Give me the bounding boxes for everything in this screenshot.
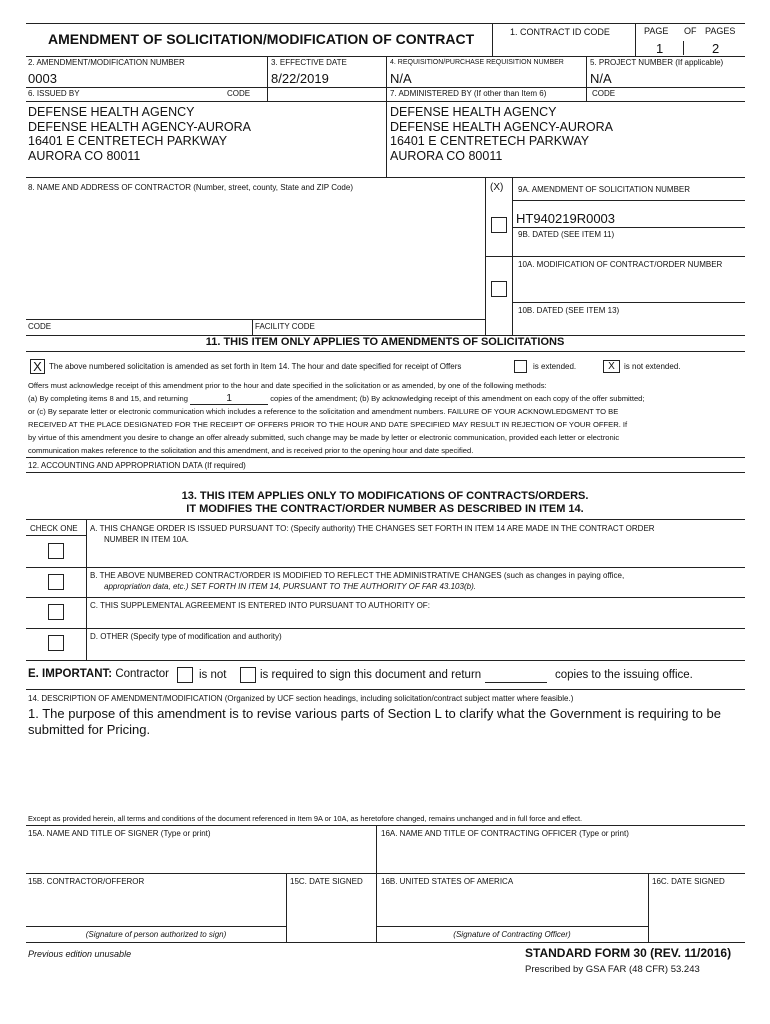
important-row xyxy=(28,668,169,680)
address-line: 16401 E CENTRETECH PARKWAY xyxy=(390,134,590,148)
signature-person-caption: (Signature of person authorized to sign) xyxy=(85,930,227,939)
date-signed-15c-label: 15C. DATE SIGNED xyxy=(290,877,363,886)
rule xyxy=(386,56,387,102)
amended-checkbox[interactable]: X xyxy=(30,359,45,374)
rule xyxy=(26,628,745,629)
of-label: OF xyxy=(684,26,697,36)
option-c-line: C. THIS SUPPLEMENTAL AGREEMENT IS ENTERED INTO PURSUANT TO AUTHORITY OF: xyxy=(90,601,430,610)
check-one-label: CHECK ONE xyxy=(30,524,78,533)
issued-by-address[interactable] xyxy=(28,105,251,163)
description-line: submitted for Pricing. xyxy=(28,722,151,737)
rule xyxy=(586,56,587,102)
signer-name-label: 15A. NAME AND TITLE OF SIGNER (Type or print) xyxy=(28,829,211,838)
rule xyxy=(26,457,745,458)
contractor-word: Contractor xyxy=(115,668,170,680)
dated-10b-label: 10B. DATED (SEE ITEM 13) xyxy=(518,306,620,315)
rule xyxy=(376,825,377,942)
is-not-label: is not xyxy=(199,669,227,681)
modification-checkbox[interactable] xyxy=(491,281,507,297)
rule xyxy=(26,177,745,178)
description-label: 14. DESCRIPTION OF AMENDMENT/MODIFICATION (Organized by UCF section headings, including solicitation/contract subject matter where feasible.) xyxy=(28,694,574,703)
address-line: 16401 E CENTRETECH PARKWAY xyxy=(28,134,228,148)
rule xyxy=(26,597,745,598)
rule xyxy=(26,942,745,943)
option-b-line: B. THE ABOVE NUMBERED CONTRACT/ORDER IS MODIFIED TO REFLECT THE ADMINISTRATIVE CHANGES (such as changes in paying office, xyxy=(90,571,625,580)
officer-signature-line[interactable] xyxy=(376,926,648,927)
prescribed-by: Prescribed by GSA FAR (48 CFR) 53.243 xyxy=(525,964,700,975)
rule xyxy=(26,660,745,661)
instruction-line: or (c) By separate letter or electronic communication which includes a reference to the solicitation and amendment numbers. FAILURE OF YOUR ACKNOWLEDGMENT TO BE xyxy=(28,407,619,416)
instruction-line: (a) By completing items 8 and 15, and returning 1 copies of the amendment; (b) By acknowledging receipt of this amendment on each copy of the offer submitted; xyxy=(28,393,645,404)
rule xyxy=(512,200,745,201)
contractor-code-label: CODE xyxy=(28,322,52,331)
is-extended-label: is extended. xyxy=(533,362,577,371)
item13-subheading: IT MODIFIES THE CONTRACT/ORDER NUMBER AS DESCRIBED IN ITEM 14. xyxy=(186,503,584,515)
option-c-checkbox[interactable] xyxy=(48,604,64,620)
option-d-checkbox[interactable] xyxy=(48,635,64,651)
form-title: AMENDMENT OF SOLICITATION/MODIFICATION OF CONTRACT xyxy=(48,31,475,47)
pages-label: PAGES xyxy=(705,26,736,36)
except-clause: Except as provided herein, all terms and conditions of the document referenced in Item 9A or 10A, as heretofore changed, remains unchanged and in full force and effect. xyxy=(28,814,583,823)
total-pages: 2 xyxy=(712,41,720,56)
x-column-label: (X) xyxy=(490,182,504,193)
description-text[interactable] xyxy=(28,706,721,738)
rule xyxy=(512,227,745,228)
administered-by-label: 7. ADMINISTERED BY (If other than Item 6) xyxy=(390,89,547,98)
option-d-line: D. OTHER (Specify type of modification and authority) xyxy=(90,632,282,641)
form-number: STANDARD FORM 30 (REV. 11/2016) xyxy=(525,946,732,960)
is-not-checkbox[interactable] xyxy=(177,667,193,683)
not-extended-label: is not extended. xyxy=(624,362,681,371)
rule xyxy=(512,302,745,303)
option-a-line: NUMBER IN ITEM 10A. xyxy=(104,535,189,544)
rule xyxy=(286,873,287,942)
administered-by-address[interactable] xyxy=(390,105,613,163)
copies-label: copies to the issuing office. xyxy=(555,669,693,681)
address-line: DEFENSE HEALTH AGENCY-AURORA xyxy=(390,119,613,134)
address-line: AURORA CO 80011 xyxy=(28,148,141,163)
effective-date-value[interactable]: 8/22/2019 xyxy=(271,71,329,86)
option-b-line: appropriation data, etc.) SET FORTH IN ITEM 14, PURSUANT TO THE AUTHORITY OF FAR 43.103(b). xyxy=(104,582,476,591)
item13-heading: 13. THIS ITEM APPLIES ONLY TO MODIFICATIONS OF CONTRACTS/ORDERS. xyxy=(181,490,589,502)
is-required-checkbox[interactable] xyxy=(240,667,256,683)
rule xyxy=(485,256,745,257)
rule xyxy=(26,23,745,24)
rule xyxy=(26,472,745,473)
rule xyxy=(26,567,745,568)
officer-name-label: 16A. NAME AND TITLE OF CONTRACTING OFFICER (Type or print) xyxy=(381,829,629,838)
rule xyxy=(26,873,745,874)
page-number: 1 xyxy=(656,41,664,56)
project-number-value[interactable]: N/A xyxy=(590,71,612,86)
facility-code-label: FACILITY CODE xyxy=(255,322,315,331)
admin-code-label: CODE xyxy=(592,89,616,98)
extended-checkbox[interactable] xyxy=(514,360,527,373)
effective-date-label: 3. EFFECTIVE DATE xyxy=(271,58,347,67)
rule xyxy=(26,519,745,520)
requisition-label: 4. REQUISITION/PURCHASE REQUISITION NUMBER xyxy=(390,59,564,66)
rule xyxy=(26,319,485,320)
address-line: AURORA CO 80011 xyxy=(390,148,503,163)
rule xyxy=(26,87,745,88)
amendment-number-value[interactable]: 0003 xyxy=(28,71,57,86)
important-label: E. IMPORTANT: xyxy=(28,668,113,680)
signature-officer-caption: (Signature of Contracting Officer) xyxy=(453,930,571,939)
rule xyxy=(26,825,745,826)
date-signed-16c-label: 16C. DATE SIGNED xyxy=(652,877,725,886)
not-extended-checkbox[interactable]: X xyxy=(603,360,620,373)
solicitation-checkbox[interactable] xyxy=(491,217,507,233)
rule xyxy=(267,56,268,102)
is-required-label: is required to sign this document and return xyxy=(260,669,482,681)
amend-solicitation-label: 9A. AMENDMENT OF SOLICITATION NUMBER xyxy=(518,185,691,194)
rule xyxy=(635,23,636,57)
rule xyxy=(648,873,649,942)
rule xyxy=(26,689,745,690)
instruction-line: by virtue of this amendment you desire to change an offer already submitted, such change may be made by letter or electronic communication, provided each letter or electronic xyxy=(28,433,620,442)
rule xyxy=(492,23,493,57)
contract-id-label: 1. CONTRACT ID CODE xyxy=(510,27,610,37)
requisition-value[interactable]: N/A xyxy=(390,71,412,86)
contractor-offeror-label: 15B. CONTRACTOR/OFFEROR xyxy=(28,877,145,886)
rule xyxy=(683,41,684,55)
contractor-address-label: 8. NAME AND ADDRESS OF CONTRACTOR (Number, street, county, State and ZIP Code) xyxy=(28,183,353,192)
copies-count-field[interactable] xyxy=(485,682,547,683)
usa-label: 16B. UNITED STATES OF AMERICA xyxy=(381,877,514,886)
contractor-signature-line[interactable] xyxy=(26,926,286,927)
address-line: DEFENSE HEALTH AGENCY xyxy=(390,105,557,119)
rule xyxy=(386,101,387,177)
instruction-line: RECEIVED AT THE PLACE DESIGNATED FOR THE RECEIPT OF OFFERS PRIOR TO THE HOUR AND DATE SPECIFIED MAY RESULT IN REJECTION OF YOUR OFFER. If xyxy=(28,420,628,429)
address-line: DEFENSE HEALTH AGENCY xyxy=(28,105,195,119)
rule xyxy=(252,319,253,336)
modification-label: 10A. MODIFICATION OF CONTRACT/ORDER NUMBER xyxy=(518,260,723,269)
issued-code-label: CODE xyxy=(227,89,251,98)
rule xyxy=(26,535,86,536)
copies-field[interactable]: 1 xyxy=(190,394,268,405)
accounting-data-label: 12. ACCOUNTING AND APPROPRIATION DATA (If required) xyxy=(28,461,246,470)
description-line: 1. The purpose of this amendment is to revise various parts of Section L to clarify what the Government is requiring to be xyxy=(28,706,721,721)
option-a-line: A. THIS CHANGE ORDER IS ISSUED PURSUANT TO: (Specify authority) THE CHANGES SET FORTH IN ITEM 14 ARE MADE IN THE CONTRACT ORDER xyxy=(90,524,655,533)
page-label: PAGE xyxy=(644,26,669,36)
rule xyxy=(26,351,745,352)
instruction-line: Offers must acknowledge receipt of this amendment prior to the hour and date specified in the solicitation or as amended, by one of the following methods: xyxy=(28,381,547,390)
option-b-checkbox[interactable] xyxy=(48,574,64,590)
instruction-line: communication makes reference to the solicitation and this amendment, and is received prior to the opening hour and date specified. xyxy=(28,446,474,455)
option-a-checkbox[interactable] xyxy=(48,543,64,559)
amendment-statement: The above numbered solicitation is amended as set forth in Item 14. The hour and date specified for receipt of Offers xyxy=(49,362,462,371)
issued-by-label: 6. ISSUED BY xyxy=(28,89,80,98)
project-number-label: 5. PROJECT NUMBER (If applicable) xyxy=(590,58,724,67)
address-line: DEFENSE HEALTH AGENCY-AURORA xyxy=(28,119,251,134)
previous-edition-note: Previous edition unusable xyxy=(28,949,132,959)
amendment-number-label: 2. AMENDMENT/MODIFICATION NUMBER xyxy=(28,58,185,67)
amend-solicitation-value[interactable]: HT940219R0003 xyxy=(516,211,616,226)
rule xyxy=(86,519,87,661)
dated-9b-label: 9B. DATED (SEE ITEM 11) xyxy=(518,230,615,239)
item11-heading: 11. THIS ITEM ONLY APPLIES TO AMENDMENTS OF SOLICITATIONS xyxy=(205,336,565,348)
